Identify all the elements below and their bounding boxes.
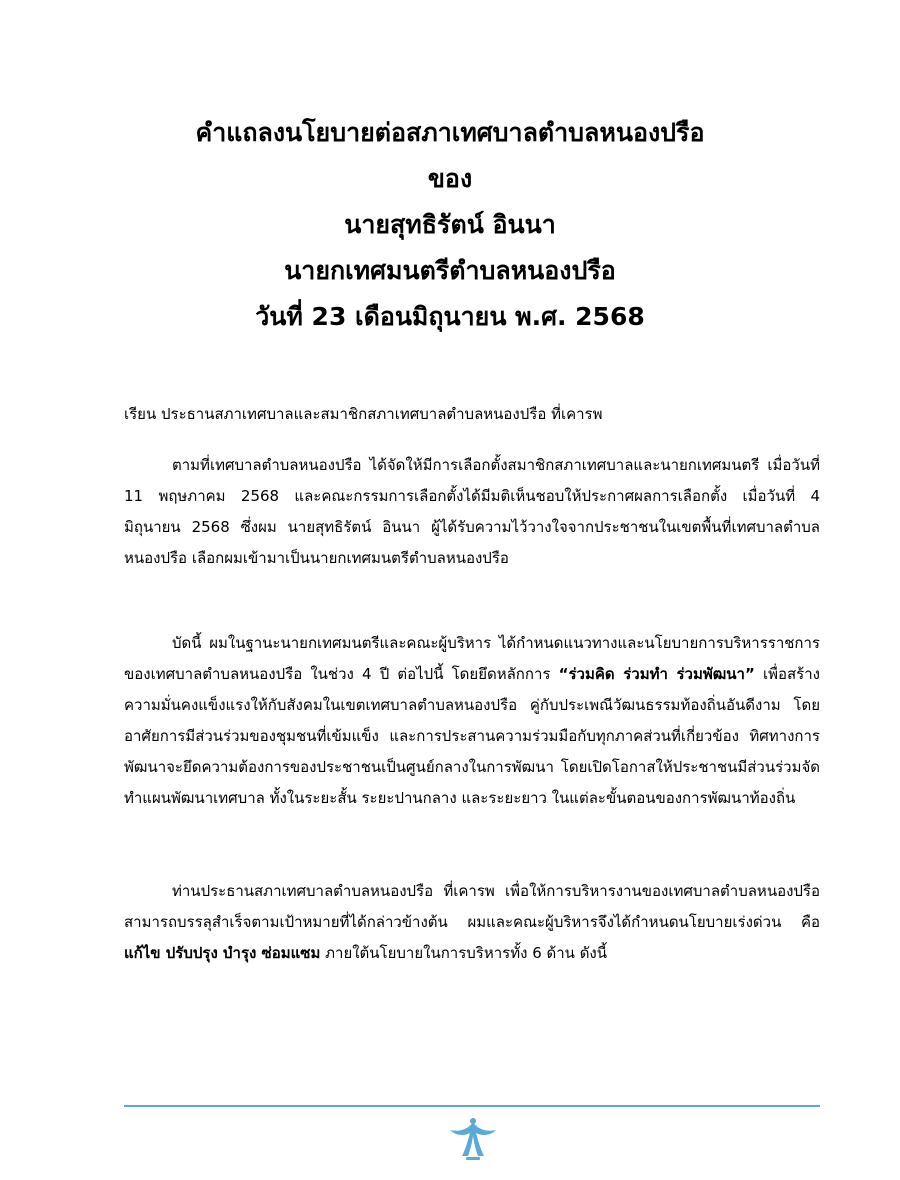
footer-divider [124,1105,820,1107]
paragraph-1: ตามที่เทศบาลตำบลหนองปรือ ได้จัดให้มีการเลือกตั้งสมาชิกสภาเทศบาลและนายกเทศมนตรี เมื่อวันที่ 11 พฤษภาคม 2568 และคณะกรรมการเลือกตั้งได้มีมติเห็นชอบให้ประกาศผลการเลือกตั้ง เมื่อวันที่ 4 มิถุนายน 2568 ซึ่งผม นายสุทธิรัตน์ อินนา ผู้ได้รับความไว้วางใจจากประชาชนในเขตพื้นที่เทศบาลตำบลหนองปรือ เลือกผมเข้ามาเป็นนายกเทศมนตรีตำบลหนองปรือ [124,456,820,567]
paragraph-3-text-a: ท่านประธานสภาเทศบาลตำบลหนองปรือ ที่เคารพ เพื่อให้การบริหารงานของเทศบาลตำบลหนองปรือ สามารถบรรลุสำเร็จตามเป้าหมายที่ได้กล่าวข้างต้น ผมและคณะผู้บริหารจึงได้กำหนดนโยบายเร่งด่วน คือ [124,882,820,931]
paragraph-3 [124,876,820,969]
title-line-1: คำแถลงนโยบายต่อสภาเทศบาลตำบลหนองปรือ [195,118,705,147]
document-title [0,110,900,340]
paragraph-2-emphasis: “ร่วมคิด ร่วมทำ ร่วมพัฒนา” [558,665,755,683]
title-line-3: นายสุทธิรัตน์ อินนา [344,210,556,239]
paragraph-3-text-b: ภายใต้นโยบายในการบริหารทั้ง 6 ด้าน ดังนี้ [320,944,608,962]
paragraph-2 [124,628,820,814]
municipality-emblem-icon [448,1116,498,1162]
salutation: เรียน ประธานสภาเทศบาลและสมาชิกสภาเทศบาลตำบลหนองปรือ ที่เคารพ [124,405,603,423]
paragraph-3-emphasis: แก้ไข ปรับปรุง บำรุง ซ่อมแซม [124,944,321,962]
title-line-5: วันที่ 23 เดือนมิถุนายน พ.ศ. 2568 [255,302,645,331]
paragraph-2-text-b: เพื่อสร้างความมั่นคงแข็งแรงให้กับสังคมในเขตเทศบาลตำบลหนองปรือ คู่กับประเพณีวัฒนธรรมท้องถิ่นอันดีงาม โดยอาศัยการมีส่วนร่วมของชุมชนที่เข้มแข็ง และการประสานความร่วมมือกับทุกภาคส่วนที่เกี่ยวข้อง ทิศทางการพัฒนาจะยึดความต้องการของประชาชนเป็นศูนย์กลางในการพัฒนา โดยเปิดโอกาสให้ประชาชนมีส่วนร่วมจัดทำแผนพัฒนาเทศบาล ทั้งในระยะสั้น ระยะปานกลาง และระยะยาว ในแต่ละขั้นตอนของการพัฒนาท้องถิ่น [124,665,820,807]
title-line-2: ของ [427,164,473,193]
paragraph-2-text-a: บัดนี้ ผมในฐานะนายกเทศมนตรีและคณะผู้บริหาร ได้กำหนดแนวทางและนโยบายการบริหารราชการของเทศบาลตำบลหนองปรือ ในช่วง 4 ปี ต่อไปนี้ โดยยึดหลักการ [124,634,820,683]
title-line-4: นายกเทศมนตรีตำบลหนองปรือ [284,256,616,285]
